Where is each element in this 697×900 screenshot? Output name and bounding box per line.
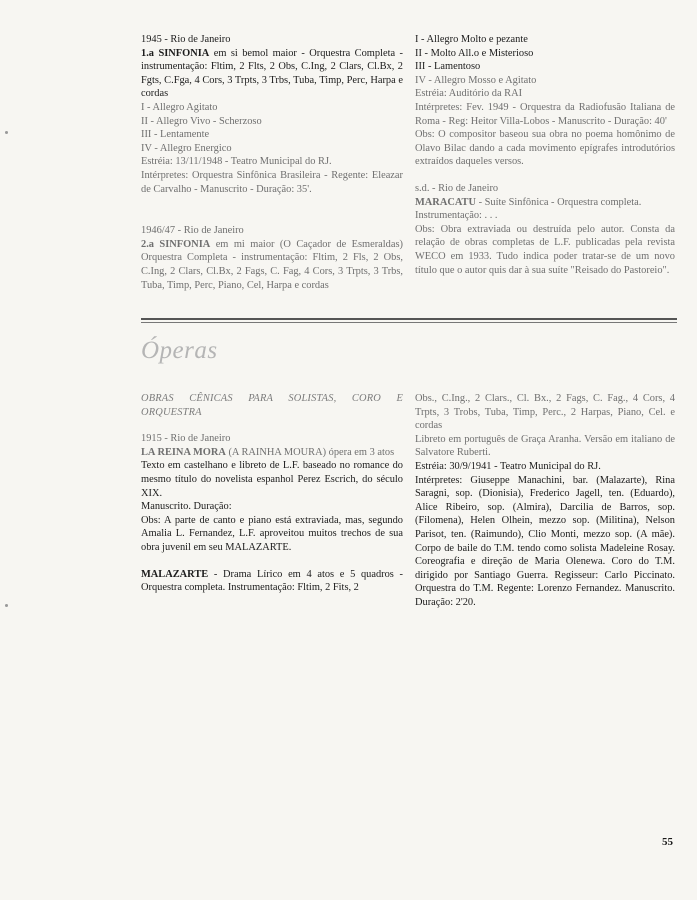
maracatu-title-rest: - Suíte Sinfônica - Orquestra completa.: [476, 196, 642, 208]
section-title: Óperas: [141, 337, 218, 364]
maracatu-instrumentation: Instrumentação: . . .: [415, 210, 498, 222]
symphony-2-title: 2.a SINFONIA: [141, 238, 211, 250]
column-bottom-left: [141, 392, 403, 595]
symphony-1-performers: Intérpretes: Orquestra Sinfônica Brasileira - Regente: Eleazar de Carvalho - Manuscrito - Duração: 35'.: [141, 169, 403, 195]
rainha-moura-title: LA REINA MORA: [141, 446, 226, 458]
malazarte-title: MALAZARTE: [141, 568, 209, 580]
page-number: 55: [662, 836, 673, 848]
section-divider-thick: [141, 318, 677, 320]
symphony-2-description: [141, 238, 403, 292]
rainha-moura-description: [141, 446, 403, 460]
symphony-1-description: [141, 47, 403, 101]
column-bottom-right: [415, 392, 675, 610]
symphony-1-movement-4: IV - Allegro Energico: [141, 142, 232, 154]
symphony-1-title: 1.a SINFONIA: [141, 47, 210, 59]
section-divider-thin: [141, 322, 677, 323]
symphony-2-movement-1: I - Allegro Molto e pezante: [415, 34, 528, 45]
symphony-1-premiere: Estréia: 13/11/1948 - Teatro Municipal do RJ.: [141, 156, 332, 168]
column-top-left: [141, 33, 403, 292]
malazarte-performers: Intérpretes: Giuseppe Manachini, bar. (Malazarte), Rina Saragni, sop. (Dionisia), Frederico Jagell, ten. (Eduardo), Alice Ribeiro, sop. (Almira), Darcilia de Barros, sop. (Filomena), Helen Olhein, mezzo sop. (Militina), Nelson Parisot, ten. (Raimundo), Clio Monti, mezzo sop. (A mãe). Corpo de baile do T.M. tendo como solista Madeleine Rosay. Coreografia e direção de Maria Olenewa. Coro do T.M. dirigido por Santiago Guerra. Regisseur: Carlo Piccinato. Orquestra do T.M. Regente: Lorenzo Fernandez. Manuscrito. Duração: 2'20.: [415, 474, 675, 608]
column-top-right: [415, 33, 675, 277]
rainha-moura-heading: 1915 - Rio de Janeiro: [141, 433, 231, 445]
rainha-moura-text: Texto em castelhano e libreto de L.F. baseado no romance do mesmo título do novelista espanhol Perez Escrich, do século XIX.: [141, 460, 403, 499]
maracatu-description: [415, 196, 675, 210]
symphony-2-heading: 1946/47 - Rio de Janeiro: [141, 225, 244, 237]
margin-mark: [5, 604, 8, 607]
symphony-1-movement-2: II - Allegro Vivo - Scherzoso: [141, 115, 262, 127]
malazarte-description: [141, 568, 403, 595]
maracatu-title: MARACATU: [415, 196, 476, 208]
symphony-1-heading: 1945 - Rio de Janeiro: [141, 34, 231, 45]
symphony-2-premiere: Estréia: Auditório da RAI: [415, 88, 523, 100]
symphony-1-movement-1: I - Allegro Agitato: [141, 101, 218, 113]
symphony-2-movement-3: III - Lamentoso: [415, 61, 481, 73]
symphony-2-obs: Obs: O compositor baseou sua obra no poema homônimo de Olavo Bilac dando a cada movimento epígrafes introdutórios extraídos daqueles versos.: [415, 129, 675, 168]
symphony-2-movement-4: IV - Allegro Mosso e Agitato: [415, 74, 537, 86]
symphony-2-title-rest: em mi maior (O Caçador de Esmeraldas) Orquestra Completa - instrumentação: Fltim, 2 Fls, 2 Obs, C.Ing, 2 Clars, Cl.Bx, 2 Fags, C. Fag, 4 Cors, 3 Trpts, 3 Trbs, Tuba, Timp, Perc, Piano, Cel, Harpa e cordas: [141, 238, 403, 291]
rainha-moura-title-rest: (A RAINHA MOURA) ópera em 3 atos: [225, 446, 395, 458]
malazarte-title-rest: - Drama Lírico em 4 atos e 5 quadros - Orquestra completa. Instrumentação: Fltim, 2 Fits, 2: [141, 568, 403, 594]
margin-mark: [5, 131, 8, 134]
section-subheading: OBRAS CÊNICAS PARA SOLISTAS, CORO E ORQUESTRA: [141, 393, 403, 418]
symphony-1-movement-3: III - Lentamente: [141, 129, 210, 141]
rainha-moura-manuscript: Manuscrito. Duração:: [141, 501, 232, 513]
malazarte-instrumentation: Obs., C.Ing., 2 Clars., Cl. Bx., 2 Fags, C. Fag., 4 Cors, 4 Trpts, 3 Trobs, Tuba, Timp, Perc., 2 Harpas, Piano, Cel. e cordas: [415, 393, 675, 432]
malazarte-premiere: Estréia: 30/9/1941 - Teatro Municipal do RJ.: [415, 460, 601, 472]
maracatu-obs: Obs: Obra extraviada ou destruída pelo autor. Consta da relação de obras completas de L.F. publicadas pela revista WECO em 1933. Tudo indica poder tratar-se de um novo título que o autor quis dar à sua suíte "Reisado do Pastoreio".: [415, 223, 675, 276]
symphony-2-movement-2: II - Molto All.o e Misterioso: [415, 47, 534, 59]
rainha-moura-obs: Obs: A parte de canto e piano está extraviada, mas, segundo Amalia L. Fernandez, L.F. aproveitou muitos trechos de sua obra juvenil em seu MALAZARTE.: [141, 514, 403, 553]
symphony-1-title-rest: em si bemol maior - Orquestra Completa - instrumentação: Fltim, 2 Flts, 2 Obs, C.Ing, 2 Clars, Cl.Bx, 2 Fgts, C.Fga, 4 Cors, 3 Trpts, 3 Trbs, Tuba, Timp, Perc, Harpa e cordas: [141, 47, 403, 100]
maracatu-heading: s.d. - Rio de Janeiro: [415, 182, 499, 194]
symphony-2-performers: Intérpretes: Fev. 1949 - Orquestra da Radiofusão Italiana de Roma - Reg: Heitor Villa-Lobos - Manuscrito - Duração: 40': [415, 101, 675, 127]
malazarte-libretto: Libreto em português de Graça Aranha. Versão em italiano de Salvatore Ruberti.: [415, 433, 675, 459]
